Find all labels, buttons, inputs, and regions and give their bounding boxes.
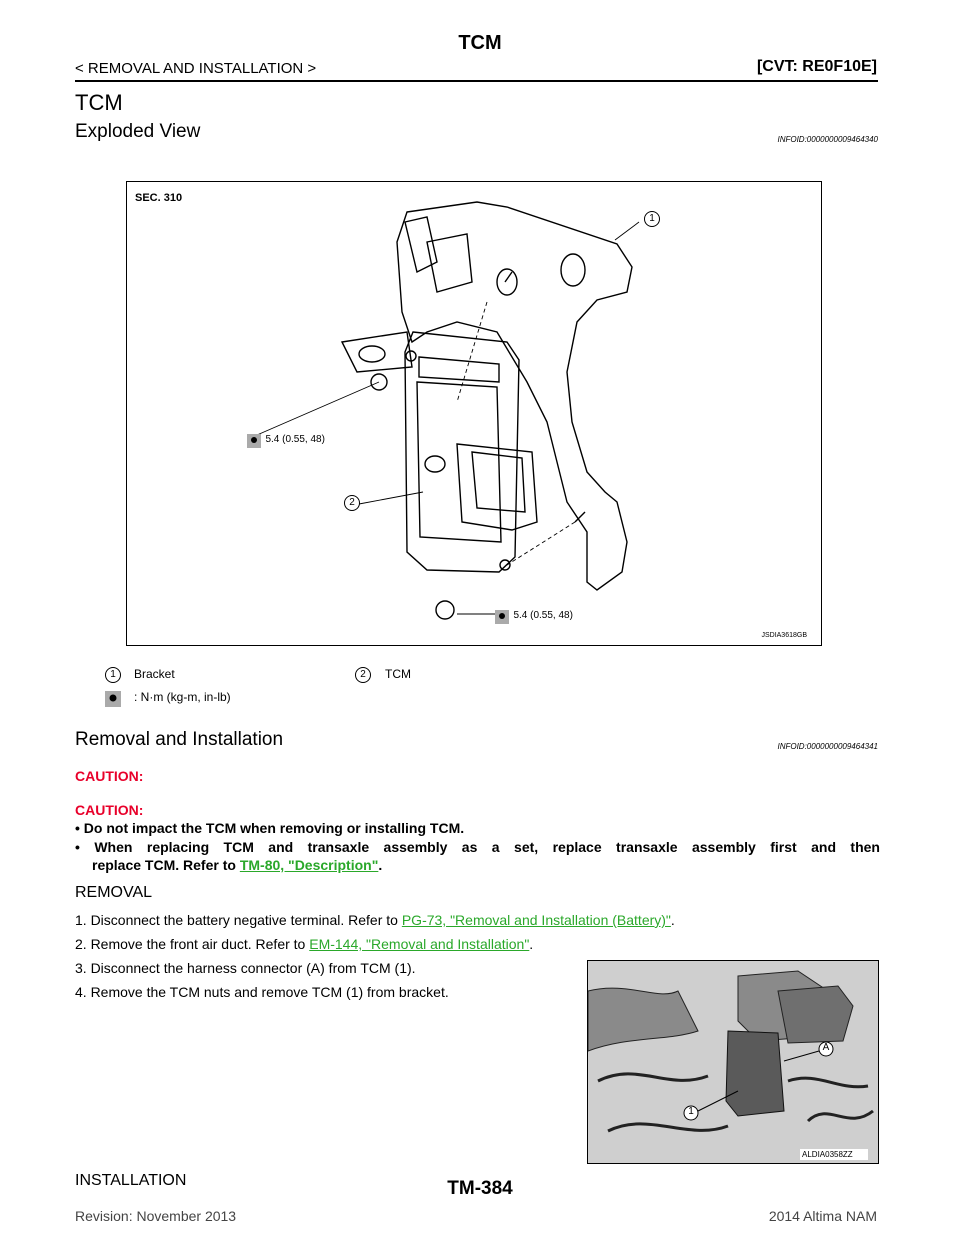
bracket-tab	[405, 217, 437, 272]
caution-bullet-2-line2: replace TCM. Refer to TM-80, "Description".	[92, 857, 383, 873]
bracket-outline	[397, 202, 632, 590]
removal-infoid: INFOID:0000000009464341	[777, 742, 878, 751]
callout-tcm: 2	[344, 495, 360, 511]
footer-revision: Revision: November 2013	[75, 1208, 237, 1224]
torque-callout-lower	[495, 610, 573, 629]
bracket-hole	[497, 269, 517, 295]
flange-hole	[359, 346, 385, 362]
tcm-connector	[457, 444, 537, 530]
removal-step-3: 3. Disconnect the harness connector (A) from TCM (1).	[75, 960, 416, 976]
torque-wrench-icon	[495, 610, 509, 624]
torque-wrench-icon	[247, 434, 261, 448]
engine-bay-photo	[587, 960, 879, 1164]
exploded-view-infoid: INFOID:0000000009464340	[777, 135, 878, 144]
leader-1	[615, 222, 639, 240]
removal-step-2: 2. Remove the front air duct. Refer to EM-144, "Removal and Installation".	[75, 936, 534, 952]
tcm-boss	[425, 456, 445, 472]
bracket-side-flange	[342, 332, 412, 372]
legend-label-tcm: TCM	[385, 667, 411, 681]
header-rule	[75, 80, 878, 82]
tcm-face	[417, 382, 501, 542]
torque-value-upper: 5.4 (0.55, 48)	[265, 434, 325, 445]
link-em-144-removal[interactable]: EM-144, "Removal and Installation"	[309, 936, 530, 952]
bracket-hole-2	[561, 254, 585, 286]
removal-step-4: 4. Remove the TCM nuts and remove TCM (1) from bracket.	[75, 984, 449, 1000]
section-breadcrumb: < REMOVAL AND INSTALLATION >	[75, 60, 317, 77]
photo-id: ALDIA0358ZZ	[802, 1150, 853, 1159]
caution-bullet-1: • Do not impact the TCM when removing or installing TCM.	[75, 820, 465, 836]
page-title: TCM	[75, 90, 123, 115]
link-tm-80-description[interactable]: TM-80, "Description"	[239, 857, 379, 873]
section-number: SEC. 310	[135, 192, 183, 204]
dashed-guide-upper	[457, 302, 487, 402]
callout-bracket: 1	[644, 211, 660, 227]
tcm-in-photo	[726, 1031, 784, 1116]
leader-2	[359, 492, 423, 504]
removal-installation-heading: Removal and Installation	[75, 729, 284, 750]
footer-model: 2014 Altima NAM	[768, 1208, 877, 1224]
link-pg-73-battery[interactable]: PG-73, "Removal and Installation (Battery)"	[401, 912, 671, 928]
torque-callout-upper	[247, 434, 325, 453]
caution-label-2: CAUTION:	[75, 802, 144, 818]
caution-label-1: CAUTION:	[75, 768, 144, 784]
torque-value-lower: 5.4 (0.55, 48)	[513, 610, 573, 621]
exploded-diagram	[127, 182, 821, 645]
stud-bottom	[500, 560, 510, 570]
installation-subheading: INSTALLATION	[75, 1172, 187, 1189]
photo-label-1: 1	[688, 1106, 694, 1117]
photo-label-a: A	[822, 1042, 830, 1053]
step-2-text: 2. Remove the front air duct. Refer to	[75, 936, 306, 952]
legend-torque-unit: : N·m (kg-m, in-lb)	[134, 690, 231, 704]
step-1-text: 1. Disconnect the battery negative terminal. Refer to	[75, 912, 398, 928]
removal-subheading: REMOVAL	[75, 884, 153, 901]
engine-bay-drawing	[588, 961, 878, 1163]
caution-bullet-2-line1: • When replacing TCM and transaxle assembly as a set, replace transaxle assembly first and then	[75, 839, 880, 855]
transmission-code: [CVT: RE0F10E]	[756, 58, 877, 75]
nut-lower	[436, 601, 454, 619]
tcm-outline	[405, 332, 519, 572]
exploded-view-heading: Exploded View	[75, 121, 201, 142]
running-header-title: TCM	[458, 32, 502, 54]
stud-upper-right	[505, 272, 512, 282]
caution-bullet-2-text: replace TCM. Refer to	[92, 857, 236, 873]
legend-num-2: 2	[355, 667, 371, 683]
legend-num-1: 1	[105, 667, 121, 683]
tcm-top-ridge	[419, 357, 499, 382]
figure-id: JSDIA3618GB	[761, 632, 807, 639]
exploded-view-figure	[126, 181, 822, 646]
removal-step-1: 1. Disconnect the battery negative terminal. Refer to PG-73, "Removal and Installation (Battery)".	[75, 912, 675, 928]
leader-torque-1	[257, 382, 379, 435]
legend-label-bracket: Bracket	[134, 667, 175, 681]
footer-page-number: TM-384	[447, 1178, 513, 1199]
torque-wrench-icon	[105, 691, 121, 707]
